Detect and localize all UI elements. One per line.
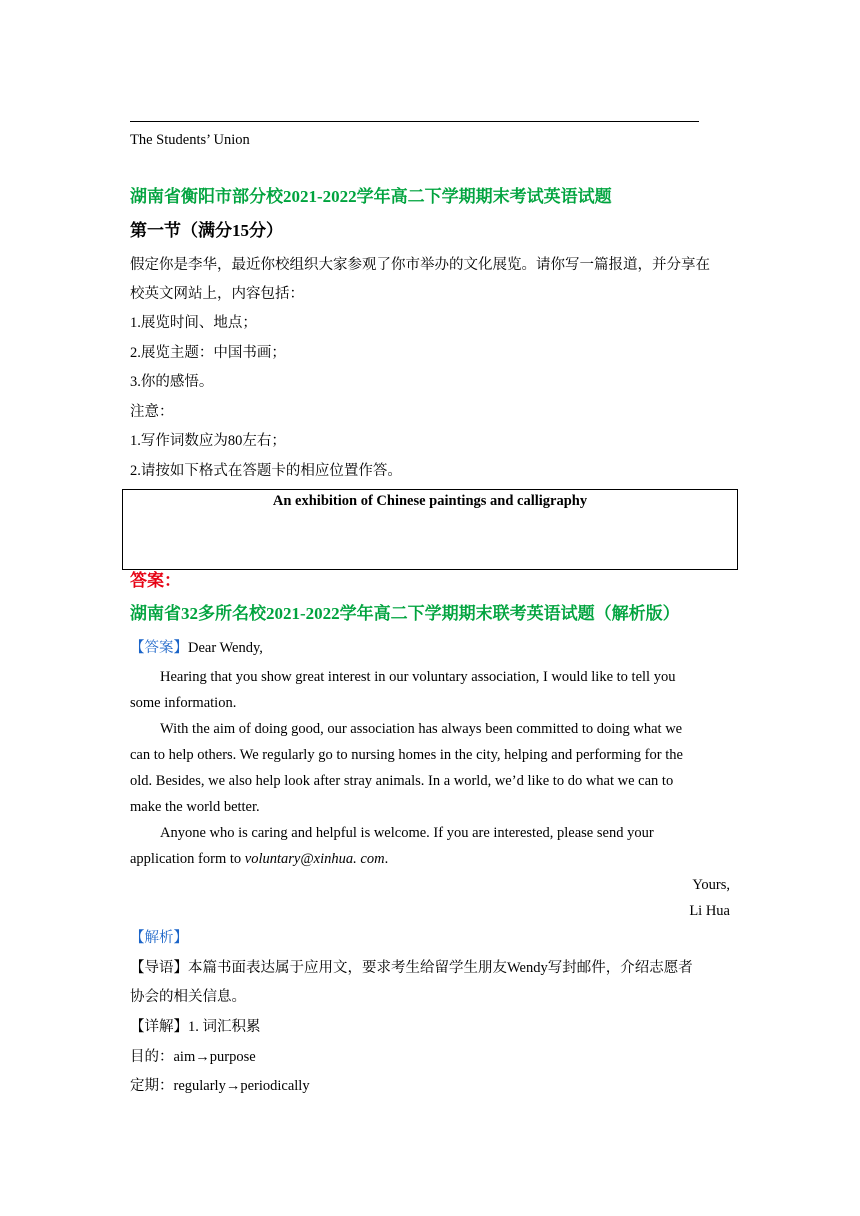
p3-line2-text: application form to xyxy=(130,851,245,867)
guide-text: 本篇书面表达属于应用文，要求考生给留学生朋友Wendy写封邮件，介绍志愿者 xyxy=(188,960,693,976)
prompt-item-2: 2.展览主题：中国书画； xyxy=(130,345,286,361)
note-item-1: 1.写作词数应为80左右； xyxy=(130,433,286,449)
prompt-item-1: 1.展览时间、地点； xyxy=(130,315,257,331)
guide-line-2: 协会的相关信息。 xyxy=(130,989,246,1005)
letter-closing: Yours, xyxy=(692,877,730,893)
letter-p2-line2: can to help others. We regularly go to nursing homes in the city, helping and performing for the xyxy=(130,747,683,763)
vocab-item-2: 定期：regularly→periodically xyxy=(130,1078,310,1094)
vocab-item-1: 目的：aim→purpose xyxy=(130,1049,256,1065)
answer-tag: 【答案】 xyxy=(130,640,188,656)
top-rule xyxy=(130,121,699,122)
email-address: voluntary@xinhua. com xyxy=(244,851,385,867)
guide-line-1 xyxy=(130,959,693,977)
letter-p1-line1: Hearing that you show great interest in our voluntary association, I would like to tell you xyxy=(160,669,676,685)
answer-format-box xyxy=(122,489,738,570)
note-item-2: 2.请按如下格式在答题卡的相应位置作答。 xyxy=(130,463,402,479)
analysis-tag: 【解析】 xyxy=(130,930,188,946)
note-label: 注意： xyxy=(130,404,174,420)
box-title: An exhibition of Chinese paintings and calligraphy xyxy=(272,493,588,509)
answer-label: 答案： xyxy=(130,571,181,590)
prompt-item-3: 3.你的感悟。 xyxy=(130,374,214,390)
letter-p2-line3: old. Besides, we also help look after stray animals. In a world, we’d like to do what we can to xyxy=(130,773,674,789)
answer-source-title: 湖南省32多所名校2021-2022学年高二下学期期末联考英语试题（解析版） xyxy=(130,604,680,623)
prompt-line-1: 假定你是李华，最近你校组织大家参观了你市举办的文化展览。请你写一篇报道，并分享在 xyxy=(130,257,710,273)
detail-text: 1. 词汇积累 xyxy=(188,1019,261,1035)
section-heading: 第一节（满分15分） xyxy=(130,221,283,240)
detail-tag: 【详解】 xyxy=(130,1019,188,1035)
prompt-line-2: 校英文网站上，内容包括： xyxy=(130,286,304,302)
detail-line xyxy=(130,1018,261,1036)
letter-p2-line1: With the aim of doing good, our association has always been committed to doing what we xyxy=(160,721,683,737)
question-source-title: 湖南省衡阳市部分校2021-2022学年高二下学期期末考试英语试题 xyxy=(130,187,612,206)
p3-line2-period: . xyxy=(384,851,389,867)
letter-p1-line2: some information. xyxy=(130,695,237,711)
salutation: Dear Wendy, xyxy=(188,640,263,656)
letter-p3-line1: Anyone who is caring and helpful is welcome. If you are interested, please send your xyxy=(160,825,654,841)
guide-tag: 【导语】 xyxy=(130,960,188,976)
answer-salutation-line xyxy=(130,639,263,657)
letter-p3-line2 xyxy=(130,850,388,868)
letter-p2-line4: make the world better. xyxy=(130,799,260,815)
students-union-label: The Students’ Union xyxy=(130,132,250,148)
letter-signature: Li Hua xyxy=(689,903,730,919)
